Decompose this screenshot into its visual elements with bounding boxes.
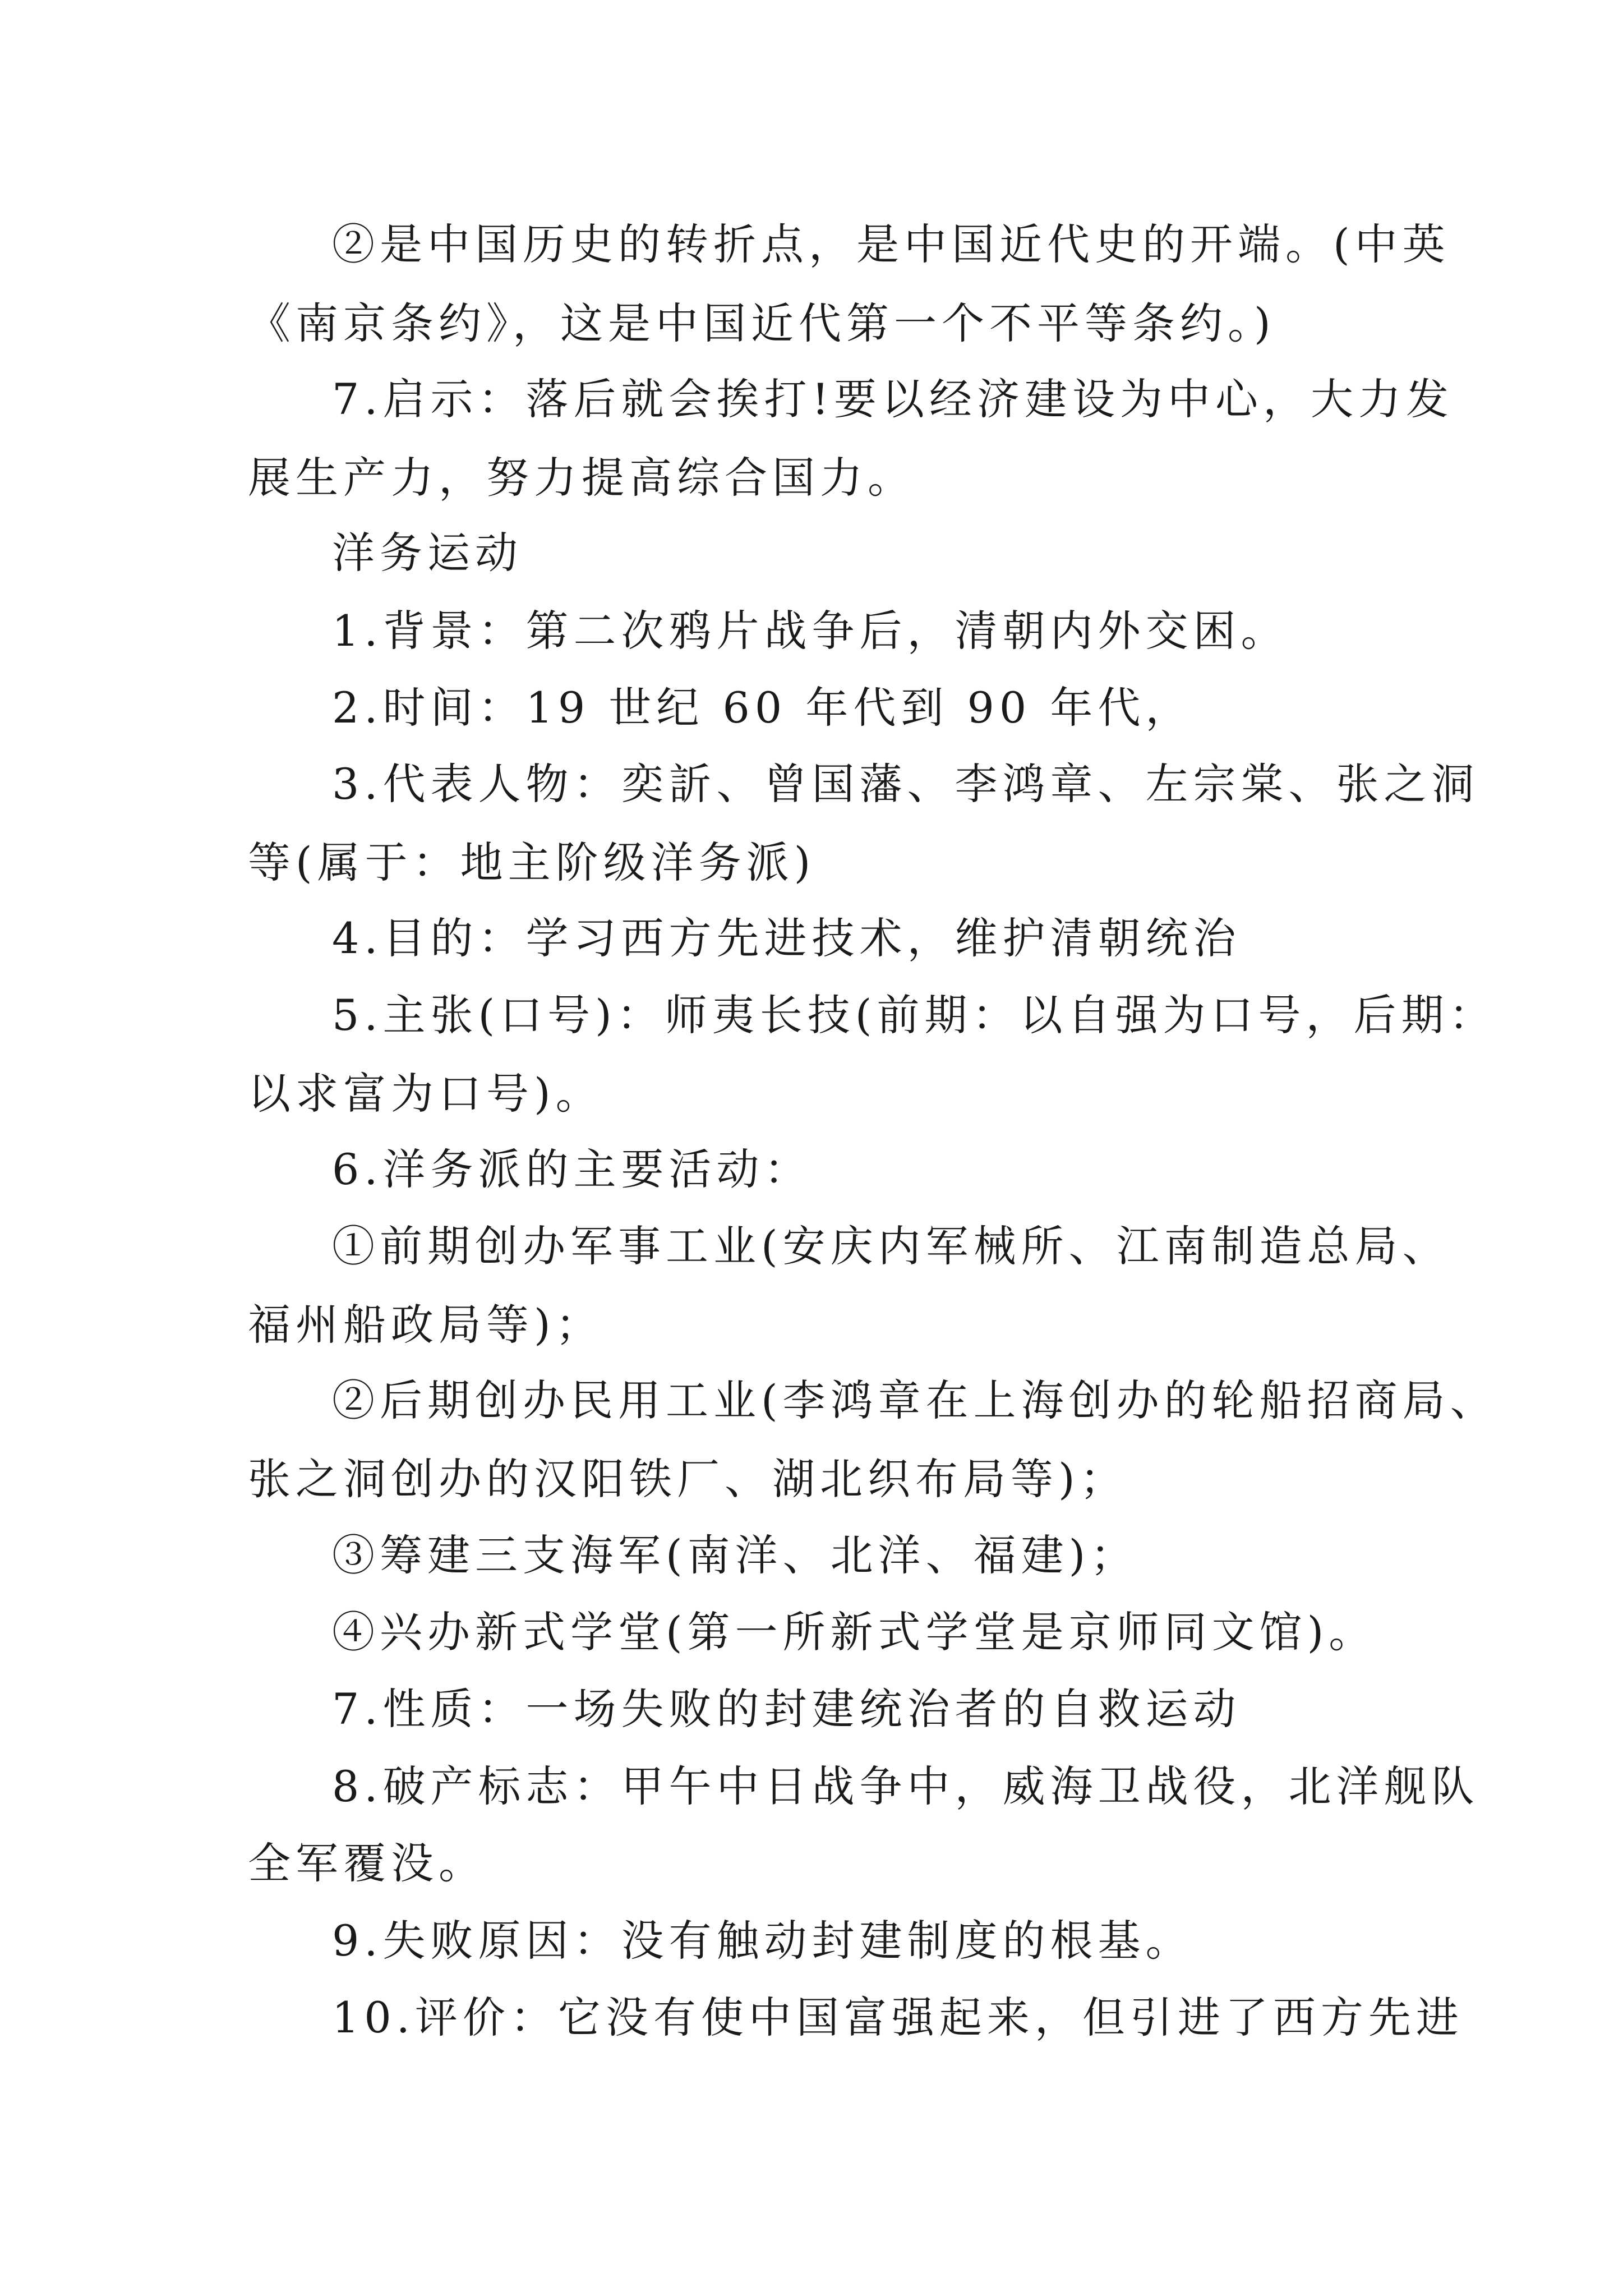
text-line: 全军覆没。: [248, 1838, 486, 1888]
text-line: 10.评价：它没有使中国富强起来，但引进了西方先进: [332, 1993, 1464, 2042]
text-line: 7.启示：落后就会挨打!要以经济建设为中心，大力发: [332, 374, 1454, 424]
text-line: 1.背景：第二次鸦片战争后，清朝内外交困。: [332, 606, 1289, 656]
text-line: 《南京条约》，这是中国近代第一个不平等条约。): [248, 298, 1276, 348]
text-line: 8.破产标志：甲午中日战争中，威海卫战役，北洋舰队: [332, 1761, 1479, 1811]
text-line: 5.主张(口号)：师夷长技(前期：以自强为口号，后期：: [332, 990, 1497, 1040]
text-line: ②后期创办民用工业(李鸿章在上海创办的轮船招商局、: [332, 1375, 1498, 1425]
text-line: 福州船政局等)；: [248, 1300, 603, 1350]
text-line: 展生产力，努力提高综合国力。: [248, 453, 915, 503]
section-heading: 洋务运动: [332, 528, 523, 578]
text-line: 张之洞创办的汉阳铁厂、湖北织布局等)；: [248, 1454, 1128, 1504]
text-line: 2.时间：19 世纪 60 年代到 90 年代，: [332, 683, 1193, 733]
text-line: 3.代表人物：奕訢、曾国藩、李鸿章、左宗棠、张之洞: [332, 759, 1479, 809]
text-line: 6.洋务派的主要活动：: [332, 1144, 812, 1194]
text-line: 等(属于：地主阶级洋务派): [248, 838, 816, 887]
text-line: 以求富为口号)。: [248, 1069, 603, 1119]
text-line: ③筹建三支海军(南洋、北洋、福建)；: [332, 1530, 1138, 1580]
text-line: 7.性质：一场失败的封建统治者的自救运动: [332, 1684, 1241, 1734]
text-line: 4.目的：学习西方先进技术，维护清朝统治: [332, 913, 1241, 963]
text-line: 9.失败原因：没有触动封建制度的根基。: [332, 1916, 1193, 1966]
text-line: ④兴办新式学堂(第一所新式学堂是京师同文馆)。: [332, 1607, 1377, 1657]
text-line: ②是中国历史的转折点，是中国近代史的开端。(中英: [332, 219, 1450, 269]
text-line: ①前期创办军事工业(安庆内军械所、江南制造总局、: [332, 1221, 1450, 1271]
